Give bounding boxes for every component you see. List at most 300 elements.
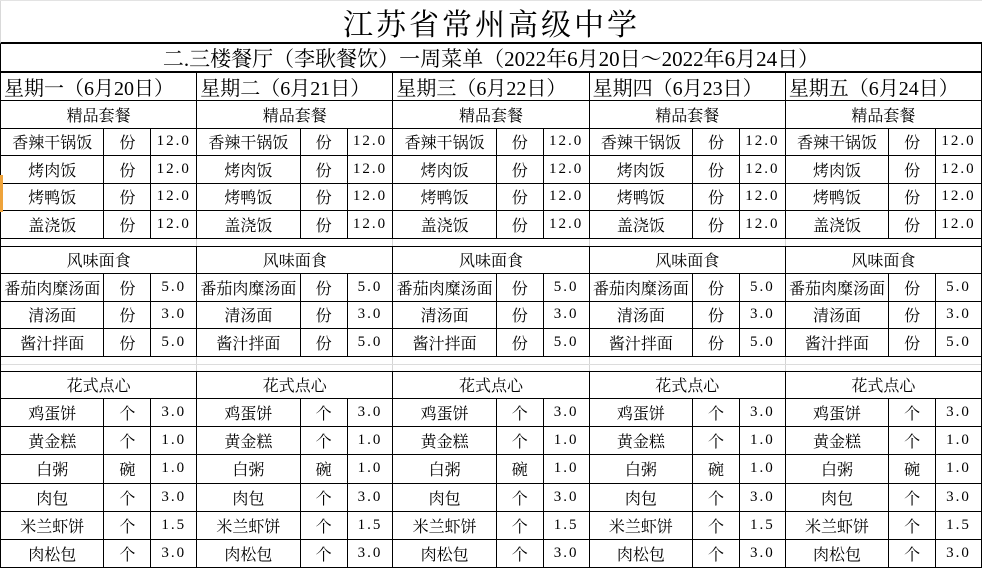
price-cell: 3.0 <box>161 488 187 505</box>
unit-cell: 份 <box>301 274 348 301</box>
menu-item-cell-group <box>393 484 589 511</box>
gap-cell <box>786 357 981 364</box>
section-header-cell: 风味面食 <box>197 247 393 274</box>
dish-name-cell: 番茄肉糜汤面 <box>393 274 496 301</box>
gap-cell <box>393 357 589 364</box>
price-cell: 1.0 <box>357 460 383 477</box>
price-cell: 3.0 <box>161 404 187 421</box>
menu-item-cell-group <box>1 211 197 238</box>
menu-item-row <box>1 427 981 455</box>
unit-cell: 份 <box>497 211 544 238</box>
section-header-cell: 风味面食 <box>590 247 786 274</box>
price-cell: 1.0 <box>749 432 775 449</box>
menu-item-cell-group <box>1 302 197 329</box>
price-cell: 12.0 <box>156 133 191 150</box>
unit-cell: 份 <box>693 129 740 156</box>
menu-item-cell-group <box>1 512 197 539</box>
section-header-cell: 花式点心 <box>393 372 589 399</box>
dish-name-cell: 烤鸭饭 <box>590 184 693 211</box>
section-header-row <box>1 247 981 275</box>
unit-cell: 份 <box>889 329 936 356</box>
dish-name-cell: 盖浇饭 <box>786 211 889 238</box>
day-header-cell: 星期四（6月23日） <box>590 73 786 100</box>
price-cell: 5.0 <box>357 278 383 295</box>
price-cell: 5.0 <box>946 278 971 295</box>
section-header-cell: 精品套餐 <box>1 101 197 128</box>
dish-name-cell: 肉松包 <box>786 540 889 567</box>
menu-item-cell-group <box>590 211 786 238</box>
section-header-cell: 精品套餐 <box>393 101 589 128</box>
price-cell: 12.0 <box>941 215 976 232</box>
unit-cell: 个 <box>301 484 348 511</box>
price-cell: 12.0 <box>745 215 780 232</box>
school-title <box>0 1 982 44</box>
day-header-cell: 星期一（6月20日） <box>1 73 197 100</box>
menu-item-cell-group <box>786 484 981 511</box>
unit-cell: 碗 <box>497 455 544 482</box>
price-cell: 12.0 <box>549 215 584 232</box>
gap-cell <box>590 357 786 364</box>
day-header-row <box>1 73 981 101</box>
unit-cell: 份 <box>889 129 936 156</box>
price-cell: 12.0 <box>156 160 191 177</box>
menu-item-cell-group <box>197 540 393 567</box>
unit-cell: 份 <box>301 329 348 356</box>
menu-item-cell-group <box>1 455 197 482</box>
price-cell: 3.0 <box>553 306 579 323</box>
menu-item-cell-group <box>197 129 393 156</box>
unit-cell: 份 <box>104 302 151 329</box>
menu-item-cell-group <box>786 540 981 567</box>
menu-item-cell-group <box>590 184 786 211</box>
menu-item-cell-group <box>786 302 981 329</box>
menu-item-cell-group <box>1 399 197 426</box>
unit-cell: 个 <box>497 540 544 567</box>
dish-name-cell: 盖浇饭 <box>590 211 693 238</box>
gap-cell <box>197 357 393 364</box>
day-header-cell: 星期五（6月24日） <box>788 78 959 100</box>
dish-name-cell: 盖浇饭 <box>197 211 300 238</box>
unit-cell: 份 <box>301 184 348 211</box>
section-header-cell: 精品套餐 <box>197 101 393 128</box>
section-header-cell: 精品套餐 <box>851 107 916 125</box>
section-header-cell: 风味面食 <box>393 247 589 274</box>
price-cell: 12.0 <box>156 215 191 232</box>
menu-item-cell-group <box>1 484 197 511</box>
menu-item-cell-group <box>786 329 981 356</box>
price-cell: 3.0 <box>161 306 187 323</box>
unit-cell: 个 <box>889 427 936 454</box>
section-gap-row <box>1 357 981 365</box>
unit-cell: 份 <box>301 156 348 183</box>
menu-item-cell-group <box>590 156 786 183</box>
menu-table-body <box>1 73 981 568</box>
price-cell: 12.0 <box>941 160 976 177</box>
dish-name-cell: 肉包 <box>786 484 889 511</box>
menu-item-cell-group <box>590 484 786 511</box>
gap-cell <box>786 239 981 246</box>
price-cell: 1.5 <box>553 516 579 533</box>
price-cell: 5.0 <box>946 333 971 350</box>
dish-name-cell: 白粥 <box>197 455 300 482</box>
dish-name-cell: 鸡蛋饼 <box>590 399 693 426</box>
menu-item-cell-group <box>393 399 589 426</box>
dish-name-cell: 肉包 <box>393 484 496 511</box>
dish-name-cell: 白粥 <box>393 455 496 482</box>
menu-item-cell-group <box>590 455 786 482</box>
dish-name-cell: 盖浇饭 <box>1 211 104 238</box>
price-cell: 12.0 <box>352 188 388 205</box>
dish-name-cell: 肉松包 <box>393 540 496 567</box>
unit-cell: 份 <box>301 211 348 238</box>
price-cell: 3.0 <box>553 488 579 505</box>
unit-cell: 份 <box>104 274 151 301</box>
dish-name-cell: 米兰虾饼 <box>1 512 104 539</box>
price-cell: 3.0 <box>357 545 383 562</box>
gap-cell <box>590 239 786 246</box>
dish-name-cell: 番茄肉糜汤面 <box>786 274 889 301</box>
unit-cell: 个 <box>693 540 740 567</box>
gap-cell <box>197 365 393 371</box>
menu-item-cell-group <box>393 455 589 482</box>
section-header-row <box>1 372 981 400</box>
dish-name-cell: 烤肉饭 <box>1 156 104 183</box>
unit-cell: 个 <box>693 399 740 426</box>
section-header-cell: 风味面食 <box>851 253 916 271</box>
price-cell: 12.0 <box>352 133 388 150</box>
price-cell: 5.0 <box>553 278 579 295</box>
price-cell: 12.0 <box>549 160 584 177</box>
dish-name-cell: 清汤面 <box>1 302 104 329</box>
dish-name-cell: 香辣干锅饭 <box>1 129 104 156</box>
unit-cell: 份 <box>889 156 936 183</box>
price-cell: 12.0 <box>941 133 976 150</box>
unit-cell: 个 <box>301 427 348 454</box>
menu-table <box>0 44 982 568</box>
price-cell: 1.0 <box>946 432 971 449</box>
dish-name-cell: 香辣干锅饭 <box>590 129 693 156</box>
menu-item-cell-group <box>1 274 197 301</box>
menu-item-cell-group <box>1 329 197 356</box>
unit-cell: 个 <box>889 540 936 567</box>
price-cell: 5.0 <box>749 278 775 295</box>
dish-name-cell: 鸡蛋饼 <box>393 399 496 426</box>
unit-cell: 份 <box>693 302 740 329</box>
price-cell: 3.0 <box>946 545 971 562</box>
unit-cell: 个 <box>104 540 151 567</box>
price-cell: 1.0 <box>553 432 579 449</box>
dish-name-cell: 清汤面 <box>393 302 496 329</box>
price-cell: 3.0 <box>357 404 383 421</box>
price-cell: 5.0 <box>161 333 187 350</box>
unit-cell: 份 <box>693 274 740 301</box>
menu-item-cell-group <box>393 540 589 567</box>
dish-name-cell: 番茄肉糜汤面 <box>1 274 104 301</box>
dish-name-cell: 米兰虾饼 <box>786 512 889 539</box>
unit-cell: 个 <box>889 512 936 539</box>
unit-cell: 个 <box>889 399 936 426</box>
price-cell: 3.0 <box>357 488 383 505</box>
menu-item-cell-group <box>786 399 981 426</box>
dish-name-cell: 香辣干锅饭 <box>786 129 889 156</box>
section-header-cell: 风味面食 <box>1 247 197 274</box>
menu-item-cell-group <box>590 512 786 539</box>
price-cell: 12.0 <box>549 188 584 205</box>
section-header-row <box>1 101 981 129</box>
unit-cell: 份 <box>301 302 348 329</box>
menu-item-cell-group <box>590 129 786 156</box>
menu-item-cell-group <box>197 427 393 454</box>
unit-cell: 个 <box>889 484 936 511</box>
dish-name-cell: 白粥 <box>590 455 693 482</box>
dish-name-cell: 米兰虾饼 <box>393 512 496 539</box>
price-cell: 3.0 <box>161 545 187 562</box>
menu-item-cell-group <box>590 274 786 301</box>
menu-item-row <box>1 512 981 540</box>
unit-cell: 份 <box>497 129 544 156</box>
menu-subtitle <box>1 44 981 73</box>
menu-item-cell-group <box>590 399 786 426</box>
unit-cell: 个 <box>497 427 544 454</box>
dish-name-cell: 酱汁拌面 <box>393 329 496 356</box>
menu-item-row <box>1 302 981 330</box>
unit-cell: 个 <box>693 427 740 454</box>
unit-cell: 碗 <box>104 455 151 482</box>
menu-item-cell-group <box>197 455 393 482</box>
gap-cell <box>1 239 197 246</box>
dish-name-cell: 肉包 <box>590 484 693 511</box>
price-cell: 12.0 <box>352 160 388 177</box>
menu-item-cell-group <box>197 484 393 511</box>
unit-cell: 份 <box>693 156 740 183</box>
dish-name-cell: 白粥 <box>786 455 889 482</box>
dish-name-cell: 白粥 <box>1 455 104 482</box>
menu-item-cell-group <box>590 302 786 329</box>
menu-item-row <box>1 399 981 427</box>
dish-name-cell: 鸡蛋饼 <box>1 399 104 426</box>
dish-name-cell: 烤肉饭 <box>590 156 693 183</box>
gap-cell <box>1 365 197 371</box>
menu-item-row <box>1 211 981 239</box>
menu-item-cell-group <box>786 129 981 156</box>
dish-name-cell: 清汤面 <box>590 302 693 329</box>
section-header-cell: 花式点心 <box>197 372 393 399</box>
menu-item-cell-group <box>590 427 786 454</box>
dish-name-cell: 米兰虾饼 <box>590 512 693 539</box>
unit-cell: 个 <box>497 484 544 511</box>
dish-name-cell: 烤肉饭 <box>393 156 496 183</box>
menu-item-cell-group <box>393 211 589 238</box>
price-cell: 12.0 <box>352 215 388 232</box>
dish-name-cell: 烤鸭饭 <box>1 184 104 211</box>
menu-item-row <box>1 329 981 357</box>
section-header-cell: 花式点心 <box>590 372 786 399</box>
unit-cell: 碗 <box>693 455 740 482</box>
dish-name-cell: 烤肉饭 <box>786 156 889 183</box>
dish-name-cell: 烤鸭饭 <box>786 184 889 211</box>
dish-name-cell: 烤鸭饭 <box>393 184 496 211</box>
unit-cell: 份 <box>889 274 936 301</box>
dish-name-cell: 清汤面 <box>786 302 889 329</box>
menu-item-cell-group <box>393 512 589 539</box>
gap-cell <box>590 365 786 371</box>
price-cell: 5.0 <box>553 333 579 350</box>
dish-name-cell: 香辣干锅饭 <box>197 129 300 156</box>
unit-cell: 份 <box>497 156 544 183</box>
price-cell: 3.0 <box>553 545 579 562</box>
day-header-cell: 星期二（6月21日） <box>197 73 393 100</box>
menu-item-cell-group <box>786 156 981 183</box>
dish-name-cell: 酱汁拌面 <box>1 329 104 356</box>
menu-subtitle-text: 二.三楼餐厅（李耿餐饮）一周菜单（2022年6月20日～2022年6月24日） <box>162 46 820 71</box>
price-cell: 12.0 <box>745 188 780 205</box>
menu-item-cell-group <box>197 399 393 426</box>
price-cell: 3.0 <box>946 404 971 421</box>
unit-cell: 个 <box>301 399 348 426</box>
menu-item-cell-group <box>786 455 981 482</box>
school-title-text: 江苏省常州高级中学 <box>343 8 640 42</box>
price-cell: 1.5 <box>161 516 187 533</box>
dish-name-cell: 黄金糕 <box>393 427 496 454</box>
dish-name-cell: 清汤面 <box>197 302 300 329</box>
dish-name-cell: 肉包 <box>1 484 104 511</box>
menu-item-row <box>1 274 981 302</box>
gap-cell <box>1 357 197 364</box>
unit-cell: 个 <box>301 540 348 567</box>
price-cell: 5.0 <box>357 333 383 350</box>
dish-name-cell: 肉松包 <box>1 540 104 567</box>
menu-item-cell-group <box>393 156 589 183</box>
dish-name-cell: 黄金糕 <box>1 427 104 454</box>
section-header-cell: 花式点心 <box>1 372 197 399</box>
menu-item-cell-group <box>590 329 786 356</box>
unit-cell: 份 <box>497 302 544 329</box>
gap-cell <box>393 365 589 371</box>
section-gap-row <box>1 239 981 247</box>
dish-name-cell: 番茄肉糜汤面 <box>590 274 693 301</box>
dish-name-cell: 番茄肉糜汤面 <box>197 274 300 301</box>
day-header-cell: 星期三（6月22日） <box>393 73 589 100</box>
menu-item-cell-group <box>197 512 393 539</box>
menu-item-cell-group <box>1 184 197 211</box>
section-gap-row <box>1 365 981 372</box>
menu-item-cell-group <box>590 540 786 567</box>
dish-name-cell: 鸡蛋饼 <box>786 399 889 426</box>
menu-item-cell-group <box>393 302 589 329</box>
menu-item-cell-group <box>197 184 393 211</box>
price-cell: 1.0 <box>749 460 775 477</box>
unit-cell: 份 <box>497 329 544 356</box>
menu-item-cell-group <box>1 156 197 183</box>
price-cell: 3.0 <box>749 306 775 323</box>
gap-cell <box>197 239 393 246</box>
price-cell: 1.5 <box>749 516 775 533</box>
dish-name-cell: 香辣干锅饭 <box>393 129 496 156</box>
menu-item-row <box>1 184 981 212</box>
menu-item-row <box>1 540 981 568</box>
menu-item-cell-group <box>1 540 197 567</box>
gap-cell <box>393 239 589 246</box>
section-header-cell: 花式点心 <box>851 378 916 396</box>
menu-item-row <box>1 129 981 157</box>
menu-item-cell-group <box>786 512 981 539</box>
menu-item-cell-group <box>1 427 197 454</box>
menu-item-cell-group <box>197 211 393 238</box>
menu-item-cell-group <box>786 274 981 301</box>
menu-item-cell-group <box>393 329 589 356</box>
price-cell: 12.0 <box>941 188 976 205</box>
unit-cell: 份 <box>104 184 151 211</box>
price-cell: 1.0 <box>161 432 187 449</box>
menu-item-cell-group <box>197 302 393 329</box>
dish-name-cell: 肉松包 <box>197 540 300 567</box>
price-cell: 1.5 <box>946 516 971 533</box>
price-cell: 3.0 <box>553 404 579 421</box>
price-cell: 3.0 <box>749 404 775 421</box>
price-cell: 5.0 <box>161 278 187 295</box>
dish-name-cell: 黄金糕 <box>197 427 300 454</box>
gap-cell <box>786 365 981 371</box>
price-cell: 12.0 <box>745 160 780 177</box>
menu-item-row <box>1 455 981 483</box>
dish-name-cell: 黄金糕 <box>786 427 889 454</box>
price-cell: 3.0 <box>946 306 971 323</box>
unit-cell: 碗 <box>301 455 348 482</box>
price-cell: 1.0 <box>357 432 383 449</box>
dish-name-cell: 酱汁拌面 <box>786 329 889 356</box>
price-cell: 5.0 <box>749 333 775 350</box>
unit-cell: 份 <box>301 129 348 156</box>
price-cell: 12.0 <box>745 133 780 150</box>
unit-cell: 份 <box>889 184 936 211</box>
menu-item-cell-group <box>197 274 393 301</box>
dish-name-cell: 肉包 <box>197 484 300 511</box>
dish-name-cell: 肉松包 <box>590 540 693 567</box>
dish-name-cell: 米兰虾饼 <box>197 512 300 539</box>
unit-cell: 份 <box>104 156 151 183</box>
menu-item-cell-group <box>393 184 589 211</box>
price-cell: 1.0 <box>946 460 971 477</box>
unit-cell: 份 <box>693 184 740 211</box>
menu-item-cell-group <box>1 129 197 156</box>
dish-name-cell: 烤肉饭 <box>197 156 300 183</box>
unit-cell: 份 <box>497 184 544 211</box>
menu-item-cell-group <box>197 156 393 183</box>
unit-cell: 个 <box>104 512 151 539</box>
price-cell: 3.0 <box>946 488 971 505</box>
dish-name-cell: 烤鸭饭 <box>197 184 300 211</box>
unit-cell: 个 <box>301 512 348 539</box>
unit-cell: 个 <box>693 484 740 511</box>
menu-item-cell-group <box>393 427 589 454</box>
unit-cell: 个 <box>497 512 544 539</box>
price-cell: 1.5 <box>357 516 383 533</box>
dish-name-cell: 鸡蛋饼 <box>197 399 300 426</box>
unit-cell: 份 <box>693 211 740 238</box>
unit-cell: 个 <box>693 512 740 539</box>
unit-cell: 碗 <box>889 455 936 482</box>
price-cell: 3.0 <box>357 306 383 323</box>
unit-cell: 个 <box>104 484 151 511</box>
unit-cell: 份 <box>104 329 151 356</box>
menu-item-cell-group <box>393 274 589 301</box>
menu-item-row <box>1 484 981 512</box>
unit-cell: 份 <box>497 274 544 301</box>
price-cell: 1.0 <box>553 460 579 477</box>
dish-name-cell: 酱汁拌面 <box>197 329 300 356</box>
menu-item-cell-group <box>786 427 981 454</box>
unit-cell: 份 <box>693 329 740 356</box>
